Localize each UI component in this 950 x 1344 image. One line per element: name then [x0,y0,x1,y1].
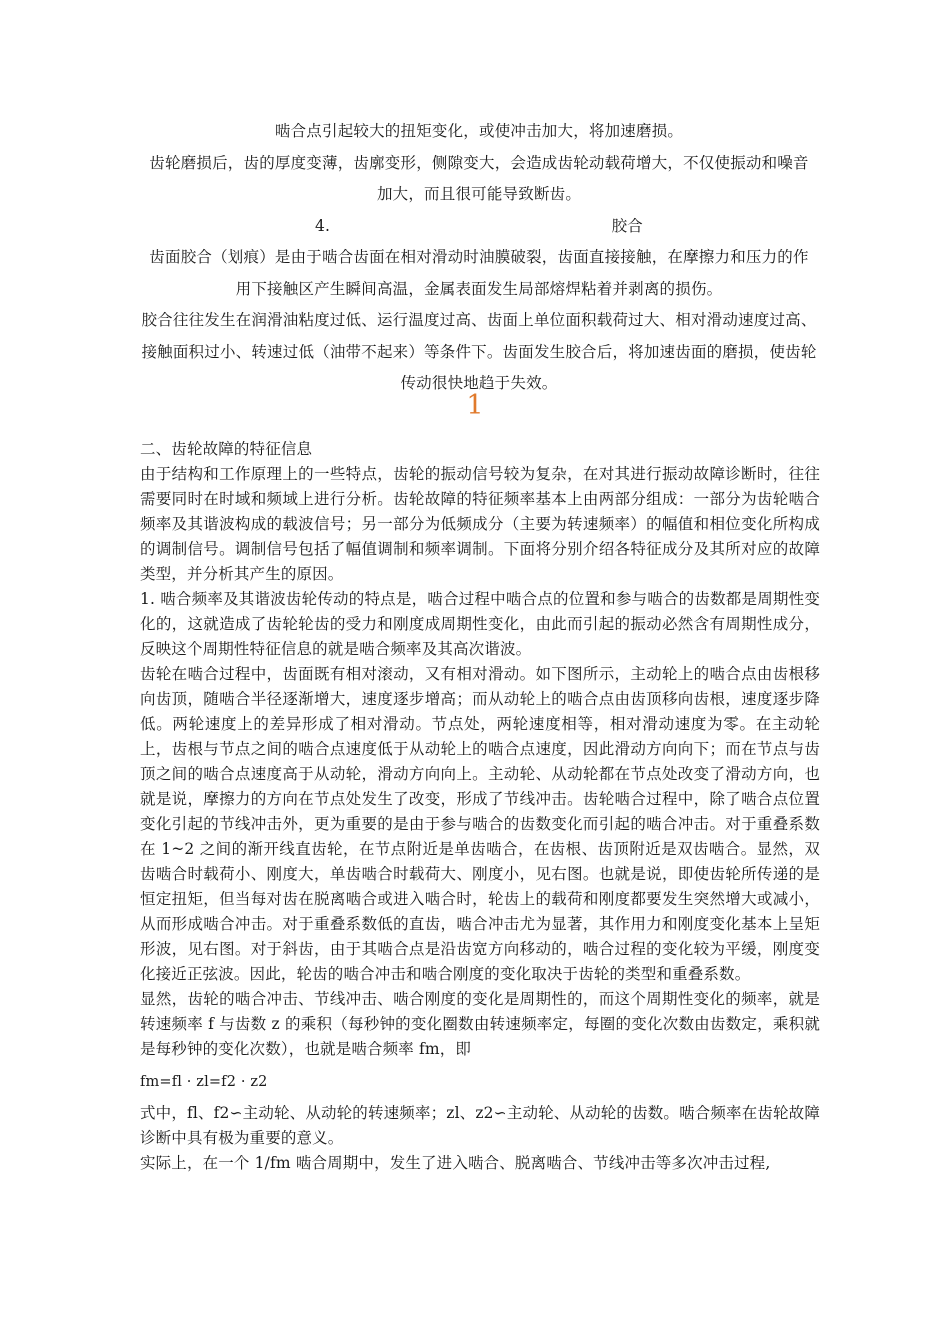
paragraph: 1. 啮合频率及其谐波齿轮传动的特点是，啮合过程中啮合点的位置和参与啮合的齿数都是周期性变化的，这就造成了齿轮轮齿的受力和刚度成周期性变化，由此而引起的振动必然含有周期性成分，反映这个周期性特征信息的就是啮合频率及其高次谐波。 [140,590,820,658]
body-text [140,437,820,1176]
formula: fm=fl · zl=f2 · z2 [140,1074,268,1090]
page-number: 1 [466,390,484,421]
section-title: 二、齿轮故障的特征信息 [140,440,313,458]
centered-paragraph: 齿轮磨损后，齿的厚度变薄，齿廓变形，侧隙变大，会造成齿轮动载荷增大，不仅使振动和噪音加大，而且很可能导致断齿。 [149,153,809,203]
heading-title: 胶合 [611,216,643,235]
paragraph: 显然，齿轮的啮合冲击、节线冲击、啮合刚度的变化是周期性的，而这个周期性变化的频率，就是转速频率 f 与齿数 z 的乘积（每秒钟的变化圈数由转速频率定，每圈的变化次数由齿数定，乘积就是每秒钟的变化次数），也就是啮合频率 fm，即 [140,990,820,1058]
centered-paragraph: 齿面胶合（划痕）是由于啮合齿面在相对滑动时油膜破裂，齿面直接接触，在摩擦力和压力的作用下接触区产生瞬间高温，金属表面发生局部熔焊粘着并剥离的损伤。 [149,248,809,298]
paragraph: 由于结构和工作原理上的一些特点，齿轮的振动信号较为复杂，在对其进行振动故障诊断时，往往需要同时在时域和频域上进行分析。齿轮故障的特征频率基本上由两部分组成：一部分为齿轮啮合频率及其谐波构成的载波信号；另一部分为低频成分（主要为转速频率）的幅值和相位变化所构成的调制信号。调制信号包括了幅值调制和频率调制。下面将分别介绍各特征成分及其所对应的故障类型，并分析其产生的原因。 [140,465,820,583]
paragraph: 式中，fl、f2∽主动轮、从动轮的转速频率；zl、z2∽主动轮、从动轮的齿数。啮合频率在齿轮故障诊断中具有极为重要的意义。 [140,1104,820,1147]
section-heading-gluing [140,211,818,243]
paragraph: 实际上，在一个 1/fm 啮合周期中，发生了进入啮合、脱离啮合、节线冲击等多次冲击过程, [140,1154,771,1172]
paragraph: 齿轮在啮合过程中，齿面既有相对滚动，又有相对滑动。如下图所示，主动轮上的啮合点由齿根移向齿顶，随啮合半径逐渐增大，速度逐步增高；而从动轮上的啮合点由齿顶移向齿根，速度逐步降低。两轮速度上的差异形成了相对滑动。节点处，两轮速度相等，相对滑动速度为零。在主动轮上，齿根与节点之间的啮合点速度低于从动轮上的啮合点速度，因此滑动方向向下；而在节点与齿顶之间的啮合点速度高于从动轮，滑动方向向上。主动轮、从动轮都在节点处改变了滑动方向，也就是说，摩擦力的方向在节点处发生了改变，形成了节线冲击。齿轮啮合过程中，除了啮合点位置变化引起的节线冲击外，更为重要的是由于参与啮合的齿数变化而引起的啮合冲击。对于重叠系数在 1~2 之间的渐开线直齿轮，在节点附近是单齿啮合，在齿根、齿顶附近是双齿啮合。显然，双齿啮合时载荷小、刚度大，单齿啮合时载荷大、刚度小，见右图。也就是说，即使齿轮所传递的是恒定扭矩，但当每对齿在脱离啮合或进入啮合时，轮齿上的载荷和刚度都要发生突然增大或减小，从而形成啮合冲击。对于重叠系数低的直齿，啮合冲击尤为显著，其作用力和刚度变化基本上呈矩形波，见右图。对于斜齿，由于其啮合点是沿齿宽方向移动的，啮合过程的变化较为平缓，刚度变化接近正弦波。因此，轮齿的啮合冲击和啮合刚度的变化取决于齿轮的类型和重叠系数。 [140,665,820,983]
heading-number: 4. [315,216,331,235]
centered-text-block [140,116,818,400]
centered-paragraph: 胶合往往发生在润滑油粘度过低、运行温度过高、齿面上单位面积载荷过大、相对滑动速度过高、接触面积过小、转速过低（油带不起来）等条件下。齿面发生胶合后，将加速齿面的磨损，使齿轮传动很快地趋于失效。 [141,311,817,392]
centered-paragraph: 啮合点引起较大的扭矩变化，或使冲击加大，将加速磨损。 [274,122,684,140]
